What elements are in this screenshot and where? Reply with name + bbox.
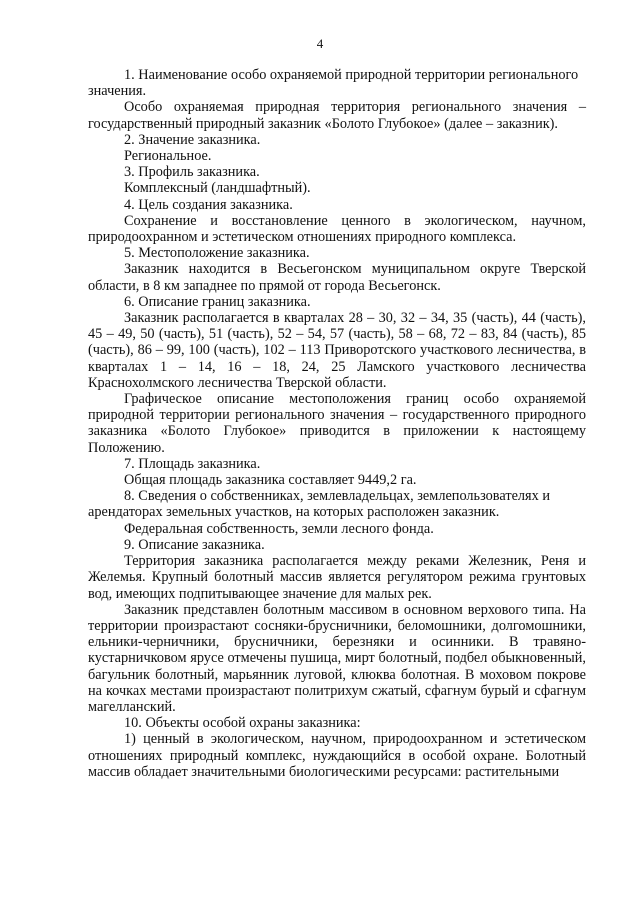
section-5-text: Заказник находится в Весьегонском муниципальном округе Тверской области, в 8 км западнее по прямой от города Весьегонск. (88, 261, 586, 294)
section-2-heading: 2. Значение заказника. (124, 131, 261, 148)
section-7-text: Общая площадь заказника составляет 9449,2 га. (124, 472, 417, 489)
section-7-heading: 7. Площадь заказника. (124, 455, 261, 472)
section-1-heading: 1. Наименование особо охраняемой природной территории регионального значения. (88, 67, 579, 100)
section-6-graphic-description: Графическое описание местоположения границ особо охраняемой природной территории регионального значения – государственного природного заказника «Болото Глубокое» приводится в приложении к настоящему Положению. (88, 391, 586, 456)
section-10-heading: 10. Объекты особой охраны заказника: (124, 715, 361, 732)
section-4-text: Сохранение и восстановление ценного в экологическом, научном, природоохранном и эстетическом отношениях природного комплекса. (88, 212, 586, 246)
section-8-heading: 8. Сведения о собственниках, землевладельцах, землепользователях и арендаторах земельных участков, на которых расположен заказник. (88, 488, 550, 521)
section-1-text: Особо охраняемая природная территория регионального значения – государственный природный заказник «Болото Глубокое» (далее – заказник). (88, 99, 586, 132)
page-number: 4 (316, 36, 324, 51)
section-10-item-1: 1) ценный в экологическом, научном, природоохранном и эстетическом отношениях природный комплекс, нуждающийся в особой охране. Болотный массив обладает значительными биологическими ресурсами: растительными (88, 731, 586, 780)
section-3-text: Комплексный (ландшафтный). (124, 180, 311, 197)
section-6-text: Заказник располагается в кварталах 28 – 30, 32 – 34, 35 (часть), 44 (часть), 45 – 49, 50 (часть), 51 (часть), 52 – 54, 57 (часть), 58 – 68, 72 – 83, 84 (часть), 85 (часть), 86 – 99, 100 (часть), 102 – 113 Приворотского участкового лесничества, в кварталах 1 – 14, 16 – 18, 24, 25 Ламского участкового лесничества Краснохолмского лесничества Тверской области. (88, 310, 586, 391)
section-9-heading: 9. Описание заказника. (124, 536, 265, 553)
section-6-heading: 6. Описание границ заказника. (124, 293, 311, 310)
document-body (88, 67, 586, 780)
section-5-heading: 5. Местоположение заказника. (124, 245, 310, 262)
section-2-text: Региональное. (124, 148, 212, 165)
section-3-heading: 3. Профиль заказника. (124, 164, 260, 181)
section-9-text-vegetation: Заказник представлен болотным массивом в основном верхового типа. На территории произрастают сосняки-брусничники, беломошники, долгомошники, ельники-черничники, брусничники, березняки и осинники. В травяно-кустарничковом ярусе отмечены пушица, мирт болотный, подбел обыкновенный, багульник болотный, марьянник луговой, клюква болотная. В моховом покрове на кочках местами произрастают политрихум сжатый, сфагнум бурый и сфагнум магелланский. (88, 601, 586, 715)
section-9-text-location: Территория заказника располагается между реками Железник, Реня и Желемья. Крупный болотный массив является регулятором режима грунтовых вод, имеющих подпитывающее значение для малых рек. (88, 553, 586, 602)
section-4-heading: 4. Цель создания заказника. (124, 196, 293, 213)
section-8-text: Федеральная собственность, земли лесного фонда. (124, 520, 434, 537)
